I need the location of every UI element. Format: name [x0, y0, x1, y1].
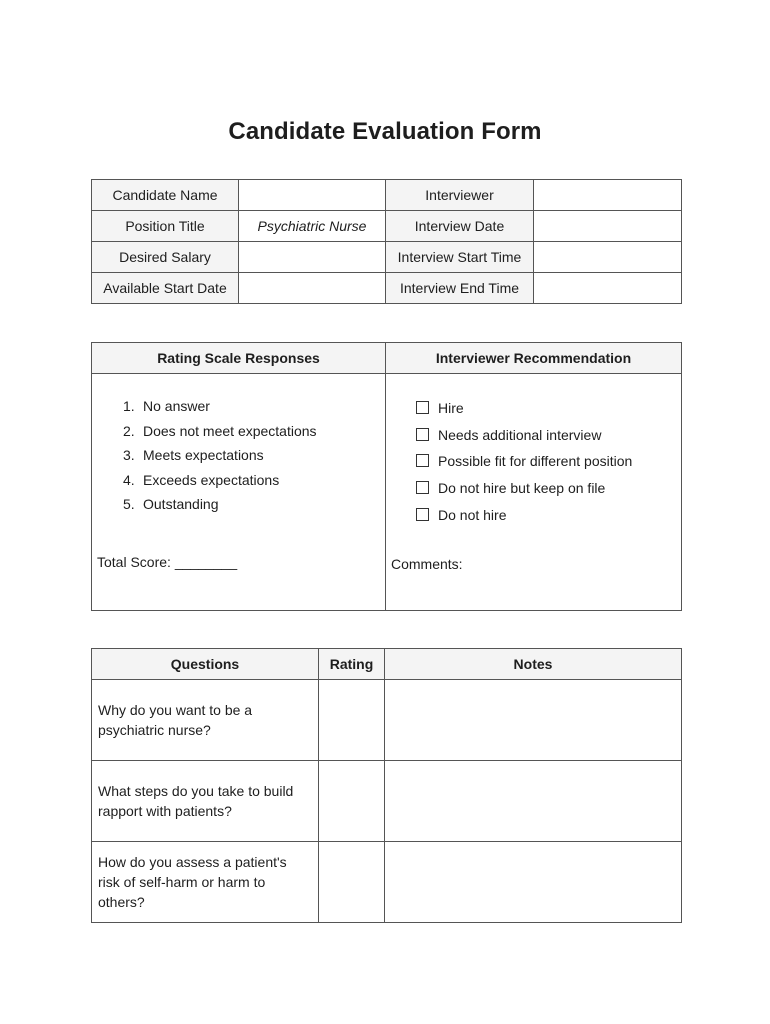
- position-title-label: Position Title: [92, 211, 239, 242]
- question-text: Why do you want to be a psychiatric nurse?: [92, 680, 319, 761]
- rating-scale-label: Does not meet expectations: [143, 422, 317, 439]
- question-text: What steps do you take to build rapport with patients?: [92, 761, 319, 842]
- recommendation-header: Interviewer Recommendation: [386, 343, 682, 374]
- recommendation-option-do-not-hire[interactable]: [416, 506, 632, 533]
- recommendation-option-label: Hire: [438, 400, 464, 416]
- notes-field[interactable]: [385, 680, 682, 761]
- rating-scale-label: Outstanding: [143, 496, 219, 512]
- recommendation-option-hire[interactable]: [416, 399, 632, 426]
- candidate-info-table: [91, 179, 682, 304]
- candidate-name-label: Candidate Name: [92, 180, 239, 211]
- rating-scale-item: [123, 422, 317, 447]
- table-row: [92, 761, 682, 842]
- recommendation-cell: [386, 374, 682, 611]
- recommendation-option-label: Do not hire but keep on file: [438, 480, 606, 497]
- interviewer-field[interactable]: [534, 180, 682, 211]
- desired-salary-field[interactable]: [239, 242, 386, 273]
- table-row: [92, 680, 682, 761]
- interviewer-label: Interviewer: [386, 180, 534, 211]
- rating-scale-item: [123, 471, 317, 496]
- recommendation-option-label: Possible fit for different position: [438, 453, 633, 470]
- candidate-name-field[interactable]: [239, 180, 386, 211]
- available-start-date-field[interactable]: [239, 273, 386, 304]
- rating-field[interactable]: [319, 680, 385, 761]
- desired-salary-label: Desired Salary: [92, 242, 239, 273]
- interview-date-label: Interview Date: [386, 211, 534, 242]
- interview-end-time-label: Interview End Time: [386, 273, 534, 304]
- rating-scale-label: Meets expectations: [143, 447, 264, 463]
- rating-scale-number: 2.: [123, 422, 135, 439]
- position-title-field[interactable]: Psychiatric Nurse: [239, 211, 386, 242]
- rating-scale-label: No answer: [143, 398, 210, 414]
- rating-header: Rating: [319, 649, 385, 680]
- recommendation-options: [416, 399, 632, 532]
- rating-scale-cell: [92, 374, 386, 611]
- checkbox-icon[interactable]: [416, 508, 429, 521]
- interview-date-field[interactable]: [534, 211, 682, 242]
- rating-scale-item: [123, 446, 317, 471]
- table-row: [92, 842, 682, 923]
- rating-scale-number: 3.: [123, 447, 135, 463]
- recommendation-option-label: Needs additional interview: [438, 426, 602, 443]
- rating-scale-item: [123, 495, 317, 520]
- comments-field[interactable]: Comments:: [391, 556, 463, 572]
- rating-recommendation-table: [91, 342, 682, 611]
- recommendation-option-additional-interview[interactable]: [416, 426, 632, 453]
- total-score-field[interactable]: Total Score: ________: [97, 554, 238, 570]
- rating-scale-item: [123, 397, 317, 422]
- recommendation-option-keep-on-file[interactable]: [416, 479, 632, 506]
- rating-scale-header: Rating Scale Responses: [92, 343, 386, 374]
- recommendation-option-different-position[interactable]: [416, 452, 632, 479]
- rating-scale-number: 5.: [123, 496, 135, 512]
- available-start-date-label: Available Start Date: [92, 273, 239, 304]
- checkbox-icon[interactable]: [416, 481, 429, 494]
- questions-header: Questions: [92, 649, 319, 680]
- questions-table: [91, 648, 682, 923]
- notes-header: Notes: [385, 649, 682, 680]
- notes-field[interactable]: [385, 842, 682, 923]
- recommendation-option-label: Do not hire: [438, 506, 507, 523]
- checkbox-icon[interactable]: [416, 428, 429, 441]
- form-title: Candidate Evaluation Form: [228, 118, 542, 145]
- rating-scale-list: [123, 397, 317, 520]
- rating-field[interactable]: [319, 761, 385, 842]
- notes-field[interactable]: [385, 761, 682, 842]
- checkbox-icon[interactable]: [416, 454, 429, 467]
- checkbox-icon[interactable]: [416, 401, 429, 414]
- interview-start-time-label: Interview Start Time: [386, 242, 534, 273]
- interview-end-time-field[interactable]: [534, 273, 682, 304]
- question-text: How do you assess a patient's risk of self-harm or harm to others?: [92, 842, 319, 923]
- rating-field[interactable]: [319, 842, 385, 923]
- rating-scale-number: 1.: [123, 398, 135, 414]
- interview-start-time-field[interactable]: [534, 242, 682, 273]
- rating-scale-number: 4.: [123, 471, 135, 488]
- rating-scale-label: Exceeds expectations: [143, 471, 280, 488]
